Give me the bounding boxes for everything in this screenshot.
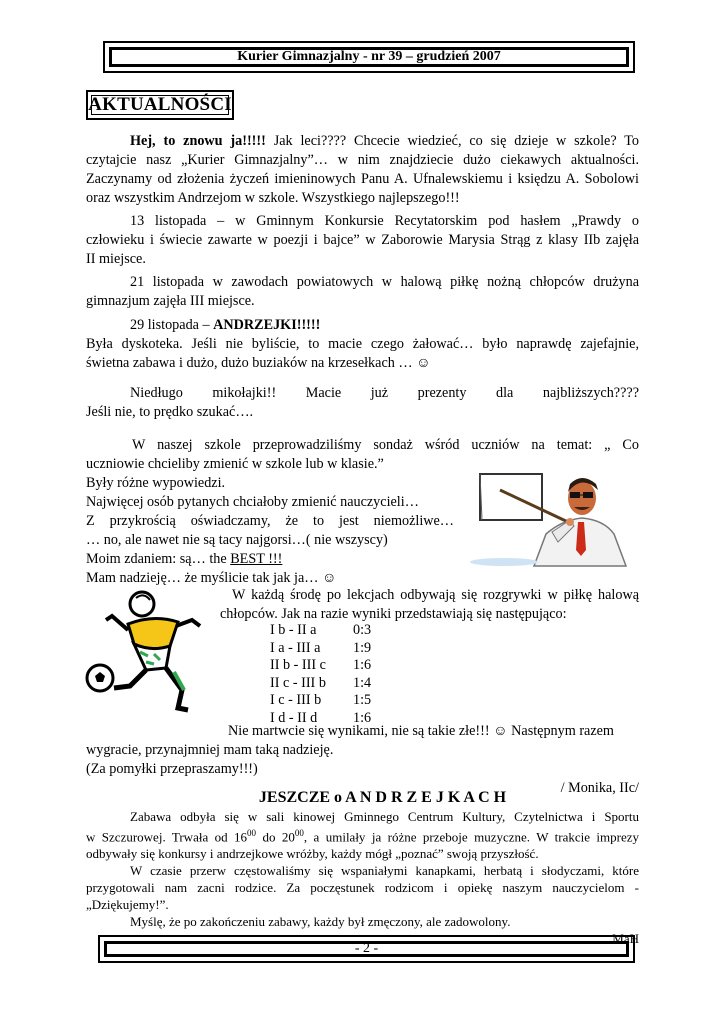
result-match: II b - III c bbox=[270, 657, 326, 673]
nov29-line-3: świetna zabawa i dużo, dużo buziaków na krzesełkach … ☺ bbox=[86, 355, 431, 371]
newsletter-title: Kurier Gimnazjalny - nr 39 – grudzień 2007 bbox=[109, 47, 629, 67]
survey-line-8: Mam nadzieję… że myślicie tak jak ja… ☺ bbox=[86, 570, 337, 586]
andrzejki-p1-line-2b: do 20 bbox=[256, 829, 295, 845]
football-after bbox=[86, 722, 639, 798]
andrzejki-p2-line-3: „Dziękujemy!”. bbox=[86, 897, 169, 913]
section-title: AKTUALNOŚCI bbox=[88, 94, 232, 115]
andrzejki-heading: JESZCZE o A N D R Z E J K A C H bbox=[258, 789, 507, 806]
nov21-line-2: gimnazjum zajęła III miejsce. bbox=[86, 293, 255, 309]
intro-line-2: czytajcie nasz „Kurier Gimnazjalny”… w nim znajdziecie dużo ciekawych aktualności. bbox=[86, 152, 639, 168]
results-table bbox=[270, 622, 430, 727]
result-match: I b - II a bbox=[270, 622, 317, 638]
mikolajki-line-2: Jeśli nie, to prędko szukać…. bbox=[86, 404, 254, 420]
result-match: I a - III a bbox=[270, 639, 321, 656]
andrzejki-p1-line-2c: , a umilały ja różne przeboje muzyczne. W trakcie imprezy bbox=[303, 829, 640, 845]
result-score: 1:6 bbox=[353, 657, 372, 673]
page-number: - 2 - bbox=[104, 941, 629, 957]
andrzejki-signature: MaH bbox=[612, 931, 639, 947]
football-after-1: Nie martwcie się wynikami, nie są takie złe!!! ☺ Następnym razem bbox=[228, 723, 614, 739]
footer-frame bbox=[98, 935, 635, 963]
football-intro bbox=[220, 586, 639, 624]
football-after-2: wygracie, przynajmniej mam taką nadzieję. bbox=[86, 742, 334, 758]
result-row bbox=[270, 640, 430, 658]
andrzejki-p2-line-1: W czasie przerw częstowaliśmy się wspaniałymi kanapkami, herbatą i słodyczami, które bbox=[130, 863, 639, 879]
andrzejki-p1-line-1: Zabawa odbyła się w sali kinowej Gminnego Centrum Kultury, Czytelnictwa i Sportu bbox=[130, 809, 639, 824]
time-sup-2: 00 bbox=[294, 828, 304, 838]
teacher-pointer-icon bbox=[464, 470, 642, 568]
section-title-frame bbox=[86, 90, 234, 120]
mikolajki-line-1: Niedługo mikołajki!! Macie już prezenty dla najbliższych???? bbox=[130, 385, 639, 401]
nov29-paragraph bbox=[86, 316, 639, 373]
nov13-paragraph bbox=[86, 212, 639, 269]
nov29-line-2: Była dyskoteka. Jeśli nie byliście, to macie czego żałować… było naprawdę zajefajnie, bbox=[86, 336, 639, 352]
result-match: I d - II d bbox=[270, 709, 318, 726]
football-line-2: chłopców. Jak na razie wyniki przedstawiają się następująco: bbox=[220, 606, 567, 622]
nov21-line-1: 21 listopada w zawodach powiatowych w halową piłkę nożną chłopców drużyna bbox=[130, 274, 639, 290]
survey-line-3: Były różne wypowiedzi. bbox=[86, 475, 226, 491]
result-match: II c - III b bbox=[270, 674, 326, 691]
football-line-1: W każdą środę po lekcjach odbywają się rozgrywki w piłkę halową bbox=[232, 587, 639, 603]
nov21-paragraph bbox=[86, 273, 639, 311]
football-signature: / Monika, IIc/ bbox=[560, 780, 639, 796]
intro-greeting: Hej, to znowu ja!!!!! bbox=[130, 133, 266, 149]
survey-line-7: Moim zdaniem: są… the bbox=[86, 551, 231, 567]
andrzejki-p2-line-2: przygotowali nam zacni rodzice. Za poczęstunek rodzicom i opiekę naszym nauczycielom - bbox=[86, 880, 639, 896]
andrzejki-paragraph bbox=[86, 808, 639, 947]
nov29-andrzejki: ANDRZEJKI!!!!! bbox=[213, 317, 321, 333]
intro-paragraph bbox=[86, 132, 639, 208]
intro-line-3: Zaczynamy od złożenia życzeń imieninowych Panu A. Ufnalewskiemu i księdzu A. Sobolowi bbox=[86, 171, 639, 187]
result-score: 1:5 bbox=[353, 692, 372, 708]
football-after-3: (Za pomyłki przepraszamy!!!) bbox=[86, 761, 258, 777]
result-score: 1:6 bbox=[353, 709, 372, 726]
time-sup-1: 00 bbox=[247, 828, 257, 838]
nov13-line-3: II miejsce. bbox=[86, 251, 146, 267]
result-row bbox=[270, 622, 430, 640]
andrzejki-p1-line-2a: w Szczurowej. Trwała od 16 bbox=[86, 829, 248, 845]
survey-line-4: Najwięcej osób pytanych chciałoby zmienić nauczycieli… bbox=[86, 494, 419, 510]
survey-line-6: … no, ale nawet nie są tacy najgorsi…( nie wszyscy) bbox=[86, 532, 388, 548]
survey-line-1: W naszej szkole przeprowadziliśmy sondaż wśród uczniów na temat: „ Co bbox=[132, 437, 639, 453]
football-player-icon bbox=[84, 586, 224, 716]
intro-line-4: oraz wszystkim Andrzejom w szkole. Wszystkiego najlepszego!!! bbox=[86, 190, 460, 206]
result-match: I c - III b bbox=[270, 692, 322, 708]
result-score: 1:4 bbox=[353, 674, 372, 691]
intro-line-1: Jak leci???? Chcecie wiedzieć, co się dzieje w szkole? To bbox=[265, 133, 639, 149]
mikolajki-paragraph bbox=[86, 384, 639, 422]
result-row bbox=[270, 675, 430, 693]
header-frame bbox=[103, 41, 635, 73]
andrzejki-p1-line-3: odbywały się konkursy i andrzejkowe wróżby, każdy mógł „poznać” swoją przyszłość. bbox=[86, 846, 539, 862]
andrzejki-p3: Myślę, że po zakończeniu zabawy, każdy był zmęczony, ale zadowolony. bbox=[130, 914, 511, 930]
survey-line-5: Z przykrością oświadczamy, że to jest niemożliwe… bbox=[86, 513, 454, 529]
survey-line-2: uczniowie chcieliby zmienić w szkole lub w klasie.” bbox=[86, 456, 384, 472]
result-score: 0:3 bbox=[353, 622, 372, 638]
nov29-prefix: 29 listopada – bbox=[130, 317, 214, 333]
nov13-line-1: 13 listopada – w Gminnym Konkursie Recytatorskim pod hasłem „Prawdy o bbox=[130, 213, 639, 229]
result-row bbox=[270, 657, 430, 675]
result-score: 1:9 bbox=[353, 639, 372, 656]
result-row bbox=[270, 692, 430, 710]
nov13-line-2: człowieku i świecie zawarte w poezji i bajce” w Zaborowie Marysia Strąg z klasy IIb zajęła bbox=[86, 232, 639, 248]
survey-best: BEST !!! bbox=[230, 551, 283, 567]
